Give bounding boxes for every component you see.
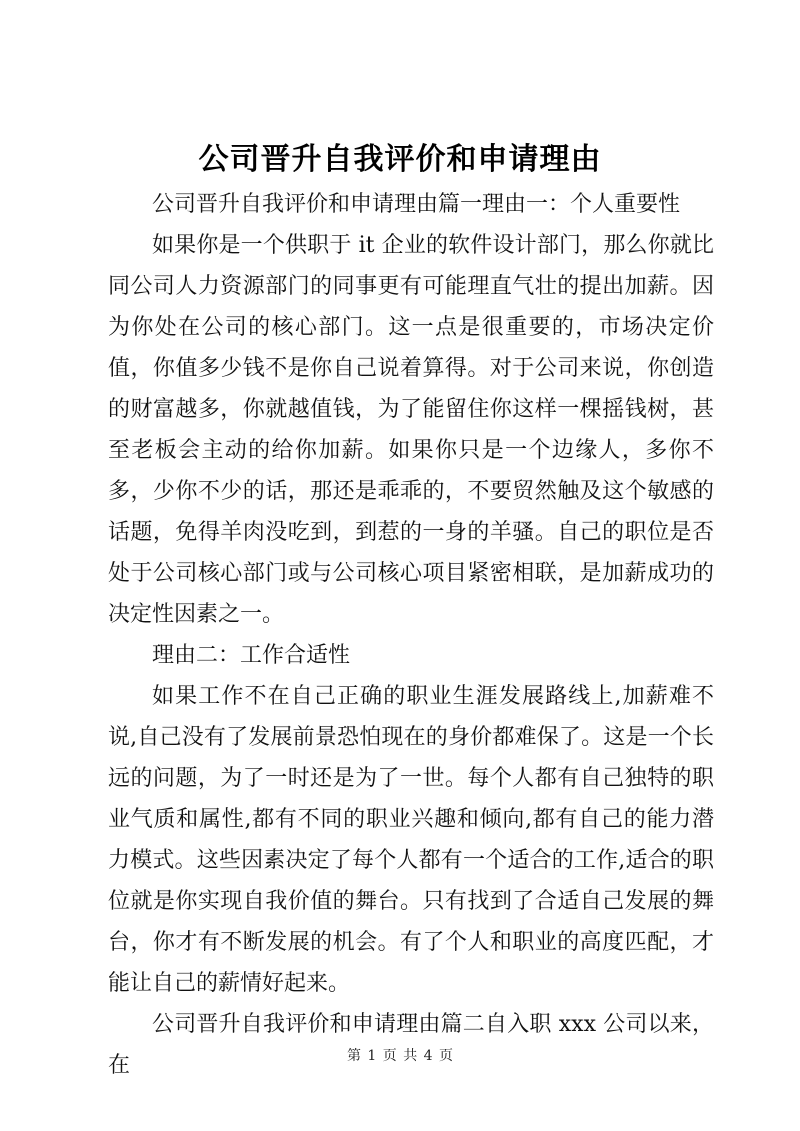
document-title: 公司晋升自我评价和申请理由 xyxy=(198,142,602,177)
paragraph-heading-reason-two: 理由二：工作合适性 xyxy=(152,643,351,668)
document-body xyxy=(108,184,714,1086)
paragraph-reason-two: 如果工作不在自己正确的职业生涯发展路线上,加薪难不说,自己没有了发展前景恐怕现在的身价都难保了。这是一个长远的问题，为了一时还是为了一世。每个人都有自己独特的职业气质和属性,都有不同的职业兴趣和倾向,都有自己的能力潜力模式。这些因素决定了每个人都有一个适合的工作,适合的职位就是你实现自我价值的舞台。只有找到了合适自己发展的舞台，你才有不断发展的机会。有了个人和职业的高度匹配，才能让自己的薪情好起来。 xyxy=(108,684,714,996)
page-footer: 第 1 页 共 4 页 xyxy=(346,1048,454,1064)
paragraph-part-two-start: 公司晋升自我评价和申请理由篇二自入职 xxx 公司以来，在 xyxy=(108,1012,714,1078)
paragraph-heading-part-one: 公司晋升自我评价和申请理由篇一理由一：个人重要性 xyxy=(152,192,681,217)
paragraph-reason-one: 如果你是一个供职于 it 企业的软件设计部门，那么你就比同公司人力资源部门的同事更有可能理直气壮的提出加薪。因为你处在公司的核心部门。这一点是很重要的，市场决定价值，你值多少钱不是你自己说着算得。对于公司来说，你创造的财富越多，你就越值钱，为了能留住你这样一棵摇钱树，甚至老板会主动的给你加薪。如果你只是一个边缘人，多你不多，少你不少的话，那还是乖乖的，不要贸然触及这个敏感的话题，免得羊肉没吃到，到惹的一身的羊骚。自己的职位是否处于公司核心部门或与公司核心项目紧密相联，是加薪成功的决定性因素之一。 xyxy=(108,233,714,627)
